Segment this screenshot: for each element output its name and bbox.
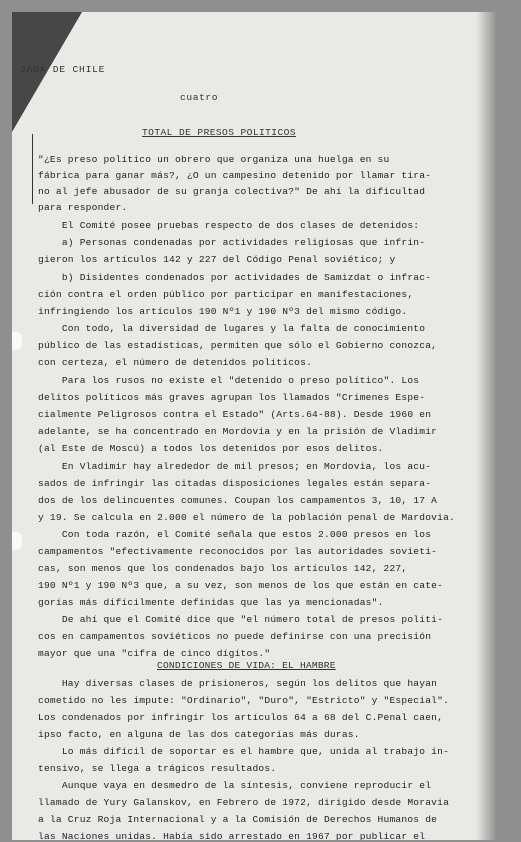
text-line: gorías más difícilmente definidas que las ya mencionadas". xyxy=(38,597,384,608)
text-line: ción contra el orden público por participar en manifestaciones, xyxy=(38,289,414,300)
text-line: Lo más difícil de soportar es el hambre que, unida al trabajo in- xyxy=(38,746,450,757)
text-line: para responder. xyxy=(38,202,128,213)
text-line: En Vladimir hay alrededor de mil presos; en Mordovia, los acu- xyxy=(38,461,432,472)
text-line: Los condenados por infringir los artículos 64 a 68 del C.Penal caen, xyxy=(38,712,444,723)
text-line: 190 Nº1 y 190 Nº3 que, a su vez, son menos de los que están en cate- xyxy=(38,580,444,591)
text-line: campamentos "efectivamente reconocidos por las autoridades sovieti- xyxy=(38,546,438,557)
document-page xyxy=(12,12,498,840)
page-number-word: cuatro xyxy=(180,92,219,103)
text-line: con certeza, el número de detenidos políticos. xyxy=(38,357,313,368)
text-line: llamado de Yury Galanskov, en Febrero de 1972, dirigido desde Moravia xyxy=(38,797,450,808)
text-line: y 19. Se calcula en 2.000 el número de la población penal de Mardovia. xyxy=(38,512,456,523)
text-line: a la Cruz Roja Internacional y a la Comisión de Derechos Humanos de xyxy=(38,814,438,825)
text-line: a) Personas condenadas por actividades religiosas que infrin- xyxy=(38,237,426,248)
text-line: público de las estadísticas, permiten que sólo el Gobierno conozca, xyxy=(38,340,438,351)
text-line: "¿Es preso político un obrero que organiza una huelga en su xyxy=(38,154,390,165)
text-line: fábrica para ganar más?, ¿O un campesino detenido por llamar tira- xyxy=(38,170,432,181)
margin-mark xyxy=(32,134,33,204)
section-title-condiciones: CONDICIONES DE VIDA: EL HAMBRE xyxy=(157,660,336,671)
text-line: cometido no les impute: "Ordinario", "Duro", "Estricto" y "Especial". xyxy=(38,695,450,706)
punch-hole xyxy=(12,532,22,550)
text-line: El Comité posee pruebas respecto de dos clases de detenidos: xyxy=(38,220,420,231)
text-line: b) Disidentes condenados por actividades de Samizdat o infrac- xyxy=(38,272,432,283)
text-line: dos de los delincuentes comunes. Coupan los campamentos 3, 10, 17 A xyxy=(38,495,438,506)
text-line: Para los rusos no existe el "detenido o preso político". Los xyxy=(38,375,420,386)
text-line: De ahí que el Comité dice que "el número total de presos políti- xyxy=(38,614,444,625)
text-line: delitos políticos más graves agrupan los llamados "Crímenes Espe- xyxy=(38,392,426,403)
text-line: gieron los artículos 142 y 227 del Código Penal soviético; y xyxy=(38,254,396,265)
stamp-header: JADA DE CHILE xyxy=(20,64,106,75)
text-line: cas, son menos que los condenados bajo los artículos 142, 227, xyxy=(38,563,408,574)
text-line: Con toda razón, el Comité señala que estos 2.000 presos en los xyxy=(38,529,432,540)
punch-hole xyxy=(12,332,22,350)
text-line: adelante, se ha concentrado en Mordovia y en la prisión de Vladimir xyxy=(38,426,438,437)
text-line: Con todo, la diversidad de lugares y la falta de conocimiento xyxy=(38,323,426,334)
text-line: Aunque vaya en desmedro de la síntesis, conviene reproducir el xyxy=(38,780,432,791)
text-line: infringiendo los artículos 190 Nº1 y 190 Nº3 del mismo código. xyxy=(38,306,408,317)
section-title-total-presos: TOTAL DE PRESOS POLITICOS xyxy=(142,127,296,138)
text-line: tensivo, se llega a trágicos resultados. xyxy=(38,763,277,774)
text-line: no al jefe abusador de su granja colectiva?" De ahí la dificultad xyxy=(38,186,426,197)
text-line: Hay diversas clases de prisioneros, según los delitos que hayan xyxy=(38,678,438,689)
text-line: cialmente Peligrosos contra el Estado" (Arts.64-88). Desde 1960 en xyxy=(38,409,432,420)
text-line: las Naciones unidas. Había sido arrestado en 1967 por publicar el xyxy=(38,831,426,840)
text-line: mayor que una "cifra de cinco dígitos." xyxy=(38,648,271,659)
text-line: (al Este de Moscú) a todos los detenidos por esos delitos. xyxy=(38,443,384,454)
text-line: cos en campamentos soviéticos no puede definirse con una precisión xyxy=(38,631,432,642)
text-line: ipso facto, en alguna de las dos categorías más duras. xyxy=(38,729,360,740)
text-line: sados de infringir las citadas disposiciones legales están separa- xyxy=(38,478,432,489)
page-edge-shadow xyxy=(476,12,498,840)
